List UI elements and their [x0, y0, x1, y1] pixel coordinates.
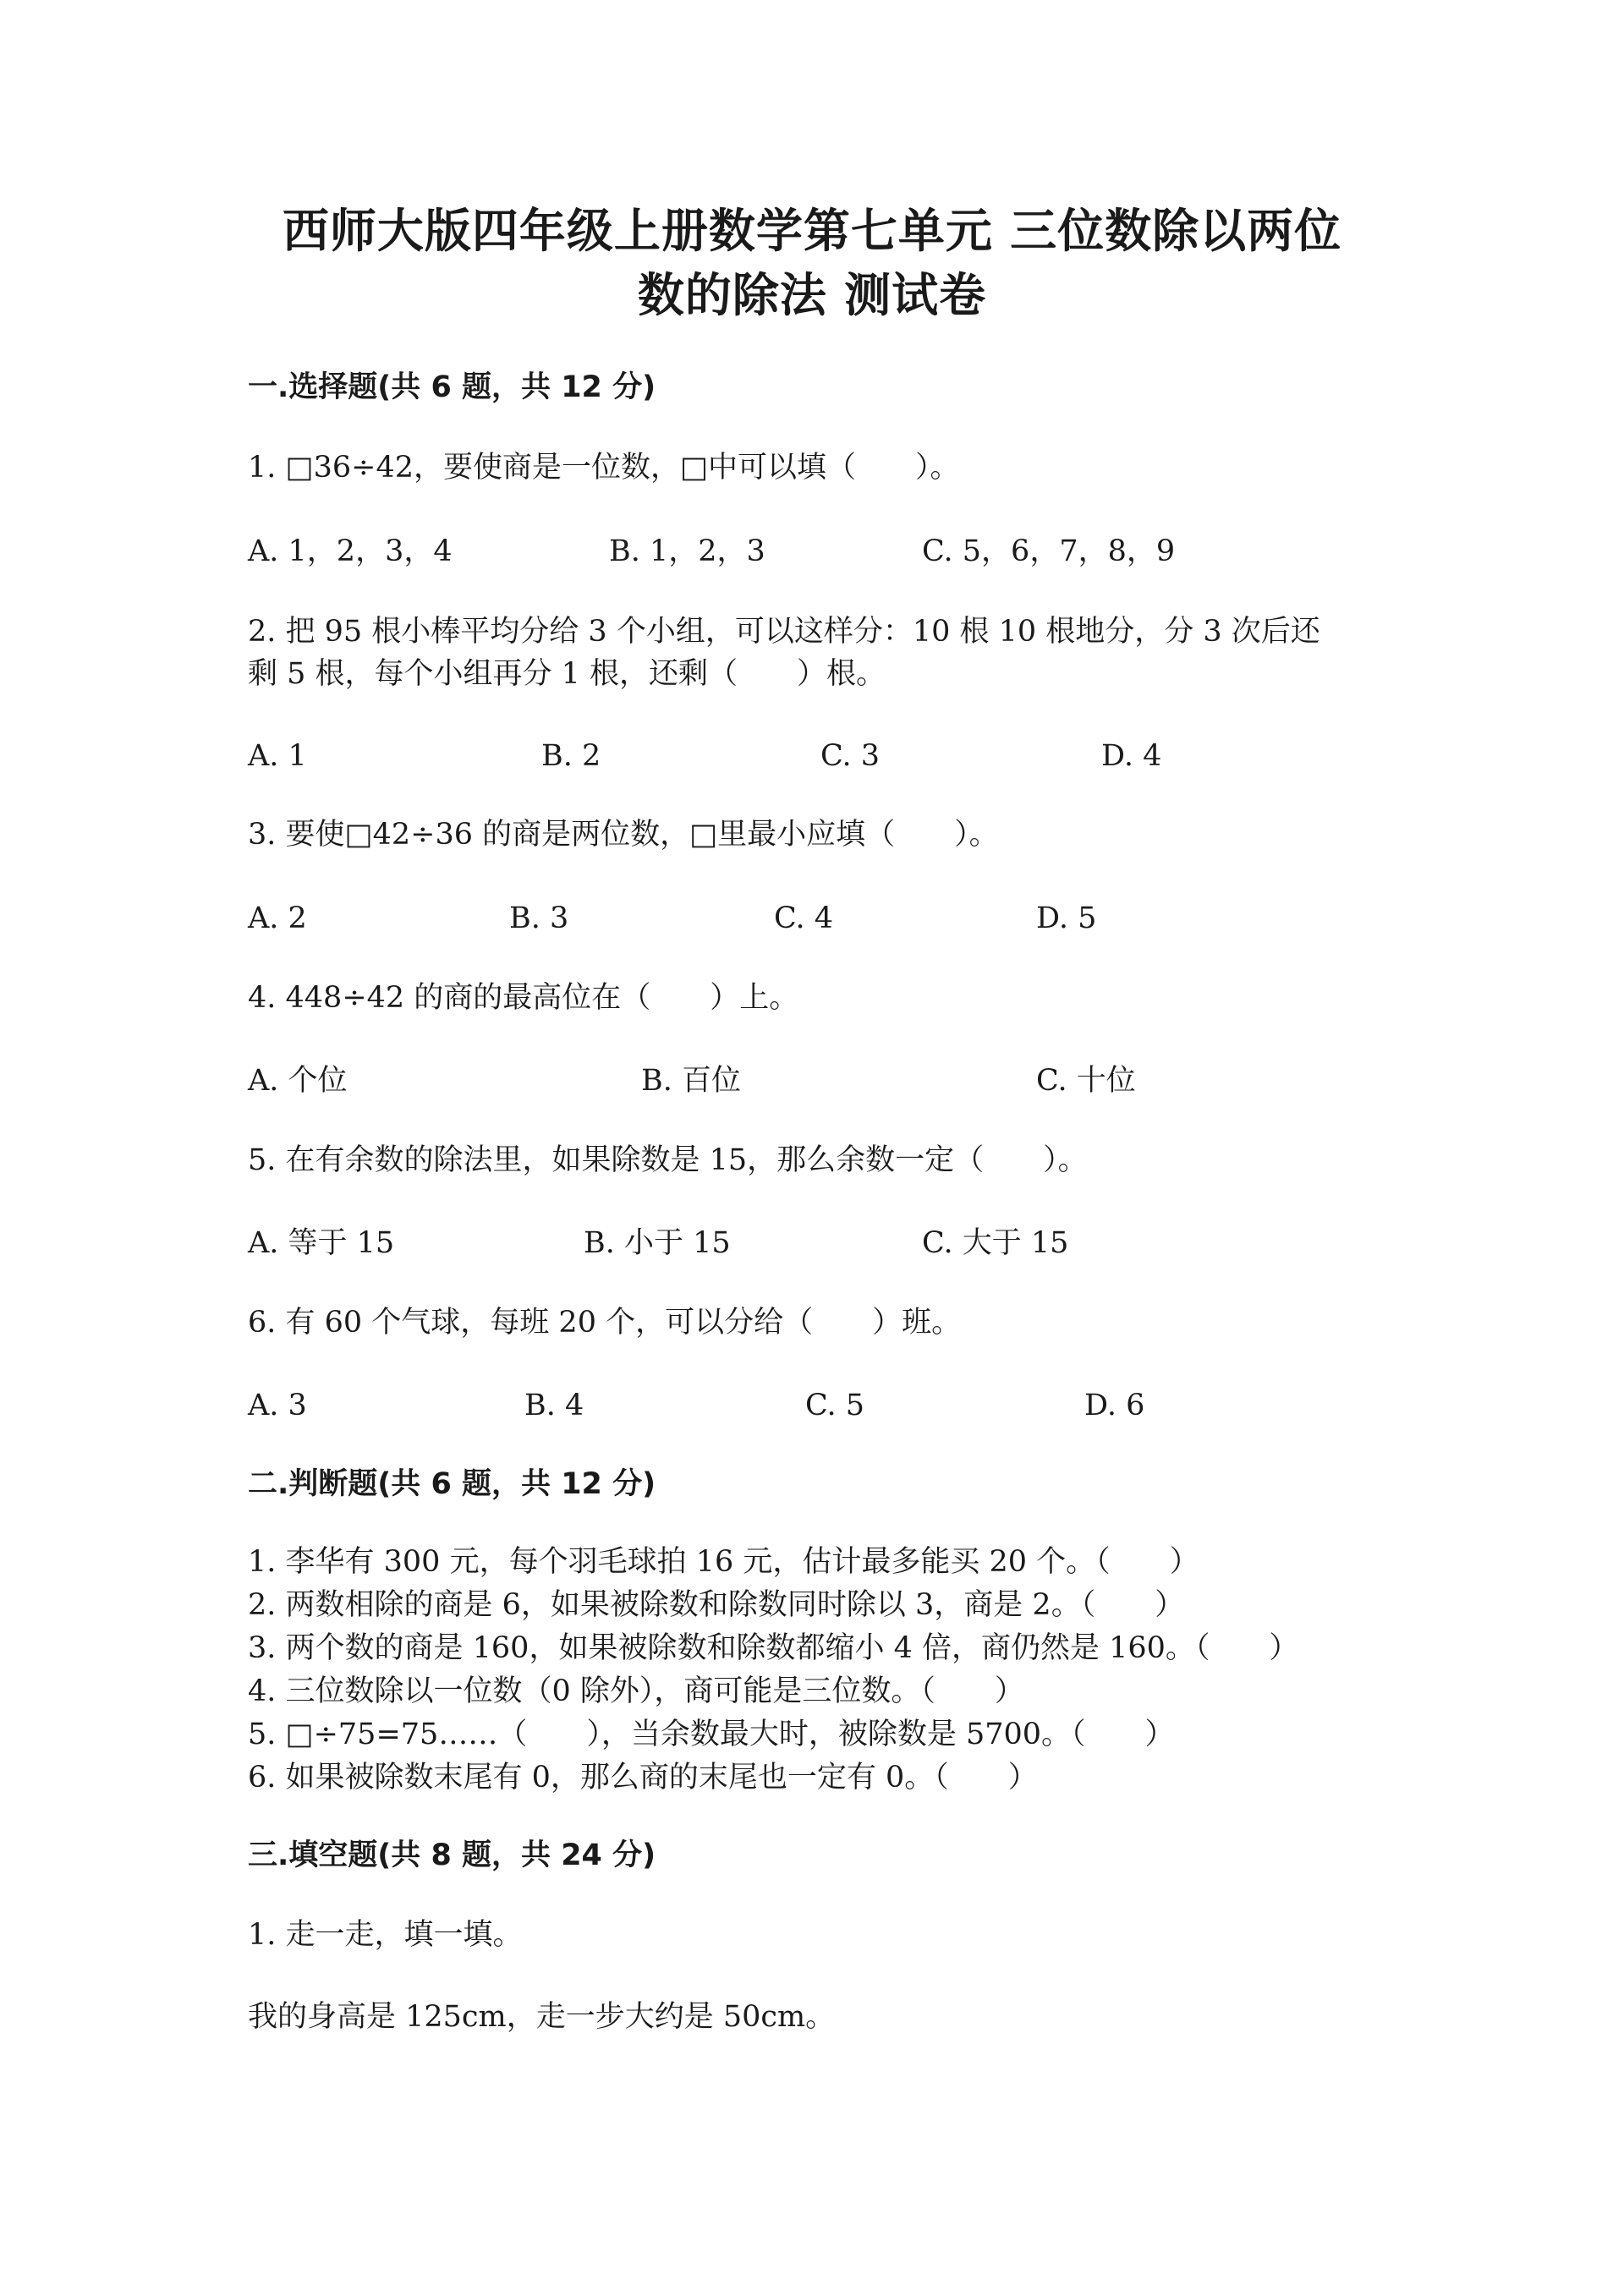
- q5-option-c: C. 大于 15: [922, 1226, 1069, 1260]
- question-4: 4. 448÷42 的商的最高位在（ ）上。: [248, 981, 799, 1015]
- q1-option-c: C. 5，6，7，8，9: [922, 534, 1176, 568]
- q1-option-a: A. 1，2，3，4: [248, 534, 453, 568]
- page-title-line2: 数的除法 测试卷: [637, 268, 987, 322]
- q6-option-c: C. 5: [805, 1389, 865, 1422]
- q3-option-a: A. 2: [248, 901, 307, 935]
- q5-option-a: A. 等于 15: [248, 1226, 395, 1260]
- question-1: 1. □36÷42，要使商是一位数，□中可以填（ ）。: [248, 451, 960, 485]
- question-5: 5. 在有余数的除法里，如果除数是 15，那么余数一定（ ）。: [248, 1143, 1088, 1177]
- q6-option-a: A. 3: [248, 1389, 307, 1422]
- judge-item-6: 6. 如果被除数末尾有 0，那么商的末尾也一定有 0。（ ）: [248, 1761, 1038, 1795]
- judge-item-4: 4. 三位数除以一位数（0 除外），商可能是三位数。（ ）: [248, 1674, 1024, 1708]
- q3-option-c: C. 4: [774, 901, 834, 935]
- q3-option-b: B. 3: [509, 901, 569, 935]
- q3-option-d: D. 5: [1036, 901, 1097, 935]
- q2-option-d: D. 4: [1101, 739, 1162, 773]
- judge-item-3: 3. 两个数的商是 160，如果被除数和除数都缩小 4 倍，商仍然是 160。（ ）: [248, 1631, 1299, 1665]
- question-3: 3. 要使□42÷36 的商是两位数，□里最小应填（ ）。: [248, 818, 999, 852]
- question-2-line1: 2. 把 95 根小棒平均分给 3 个小组，可以这样分：10 根 10 根地分，分 3 次后还: [248, 615, 1320, 649]
- section-heading-fill: 三.填空题(共 8 题，共 24 分): [248, 1838, 656, 1872]
- q2-option-a: A. 1: [248, 739, 307, 773]
- q4-option-c: C. 十位: [1036, 1064, 1136, 1098]
- fill-question-1-info: 我的身高是 125cm，走一步大约是 50cm。: [248, 2000, 836, 2034]
- page-title-line1: 西师大版四年级上册数学第七单元 三位数除以两位: [282, 204, 1342, 258]
- judge-item-5: 5. □÷75=75……（ ），当余数最大时，被除数是 5700。（ ）: [248, 1718, 1175, 1751]
- q6-option-d: D. 6: [1084, 1389, 1145, 1422]
- section-heading-choice: 一.选择题(共 6 题，共 12 分): [248, 370, 656, 404]
- section-heading-judge: 二.判断题(共 6 题，共 12 分): [248, 1467, 656, 1501]
- q2-option-c: C. 3: [820, 739, 881, 773]
- question-6: 6. 有 60 个气球，每班 20 个，可以分给（ ）班。: [248, 1306, 962, 1340]
- question-2-line2: 剩 5 根，每个小组再分 1 根，还剩（ ）根。: [248, 657, 886, 691]
- judge-item-1: 1. 李华有 300 元，每个羽毛球拍 16 元，估计最多能买 20 个。（ ）: [248, 1545, 1199, 1579]
- q2-option-b: B. 2: [541, 739, 601, 773]
- q1-option-b: B. 1，2，3: [609, 534, 765, 568]
- q4-option-b: B. 百位: [641, 1064, 741, 1098]
- judge-item-2: 2. 两数相除的商是 6，如果被除数和除数同时除以 3，商是 2。（ ）: [248, 1588, 1185, 1622]
- fill-question-1: 1. 走一走，填一填。: [248, 1918, 523, 1952]
- q4-option-a: A. 个位: [248, 1064, 348, 1098]
- q5-option-b: B. 小于 15: [584, 1226, 731, 1260]
- q6-option-b: B. 4: [524, 1389, 584, 1422]
